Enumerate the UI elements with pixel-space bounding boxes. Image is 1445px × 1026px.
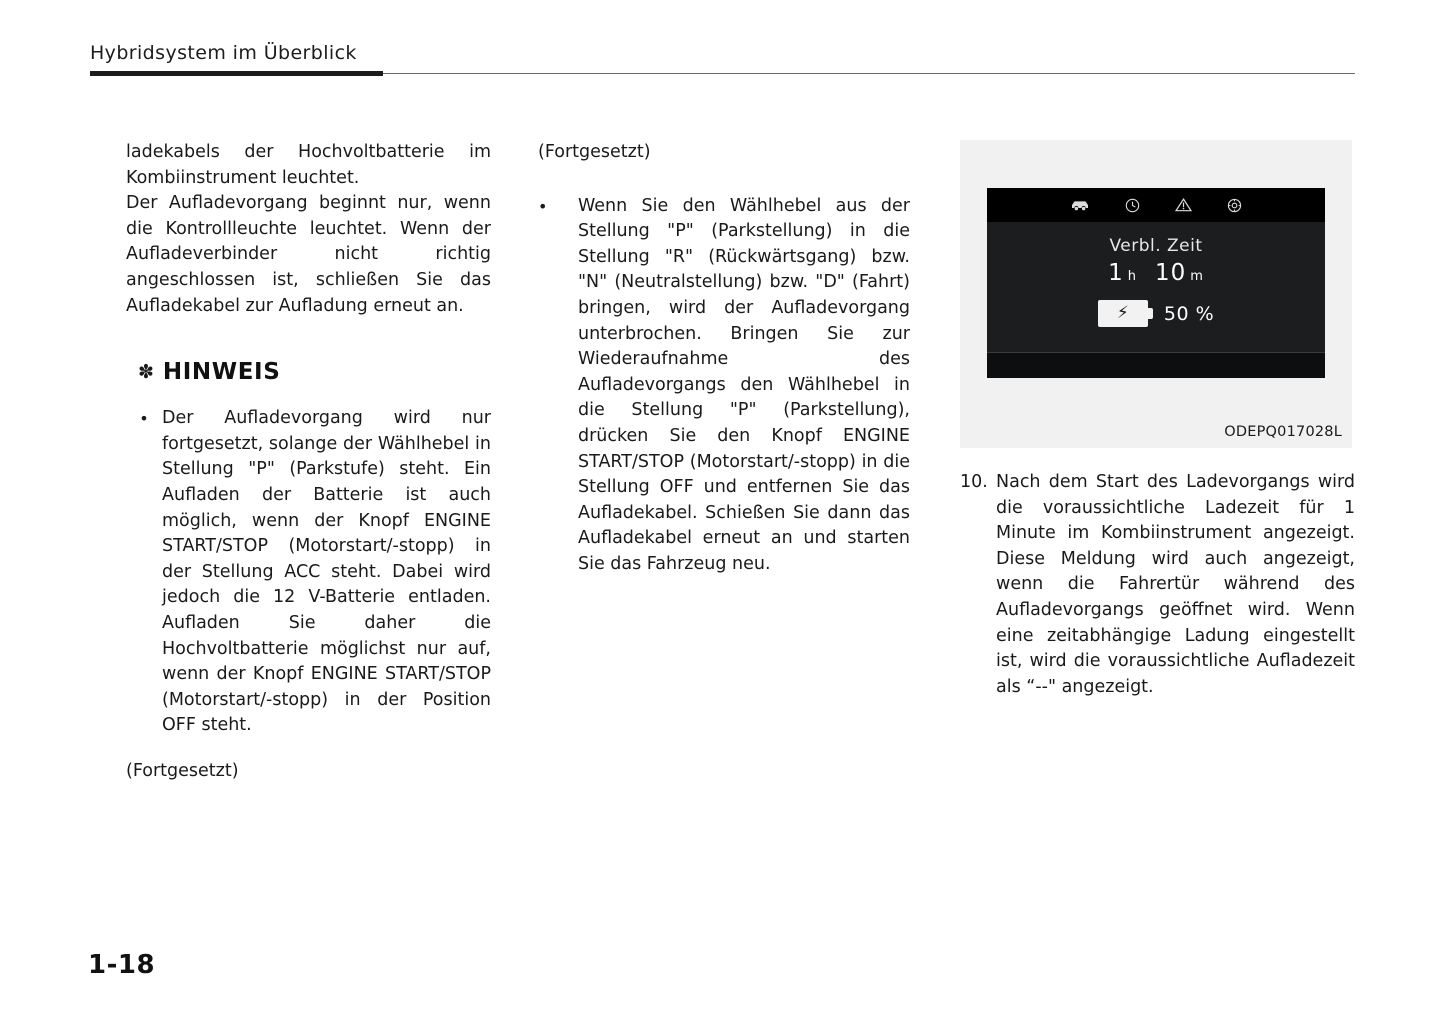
page-title: Hybridsystem im Überblick: [90, 42, 357, 64]
cluster-remaining-time-value: [1108, 260, 1204, 286]
middle-continued-label: (Fortgesetzt): [538, 142, 651, 162]
asterisk-icon: ✽: [138, 360, 154, 383]
left-column: [126, 140, 491, 784]
cluster-charge-row: [1098, 300, 1214, 327]
left-continued-label: (Fortgesetzt): [126, 760, 239, 781]
cluster-minutes-unit: m: [1190, 269, 1204, 284]
figure-code-label: ODEPQ017028L: [1224, 424, 1342, 440]
header-rule-thick: [90, 71, 383, 76]
numbered-step-10: [960, 470, 1355, 700]
left-paragraph-1: ladekabels der Hochvoltbatterie im Kombiinstrument leuchtet.: [126, 142, 491, 188]
cluster-hours: 1: [1108, 260, 1124, 286]
car-icon: [1070, 199, 1090, 212]
instrument-cluster-figure: [960, 140, 1352, 448]
warning-icon: [1175, 198, 1192, 212]
cluster-body: [987, 222, 1325, 350]
cluster-remaining-time-label: Verbl. Zeit: [1109, 236, 1203, 256]
notice-title: HINWEIS: [162, 359, 281, 386]
cluster-minutes: 10: [1154, 260, 1187, 286]
right-column: [960, 140, 1355, 700]
page-header: [90, 42, 1355, 76]
middle-column: [538, 140, 910, 578]
page-number: 1-18: [88, 950, 156, 980]
battery-charging-icon: [1098, 300, 1148, 327]
lightning-bolt-icon: ⚡: [1116, 303, 1129, 323]
cluster-charge-percent: 50 %: [1163, 302, 1215, 325]
bullet-marker-icon: •: [139, 409, 149, 429]
clock-icon: [1125, 198, 1140, 213]
notice-bullet-item: [126, 406, 491, 739]
middle-bullet-text: Wenn Sie den Wählhebel aus der Stellung "P" (Parkstellung) in die Stellung "R" (Rückwärtsgang) bzw. "N" (Neutralstellung) bzw. "D" (Fahrt) bringen, wird der Aufladevorgang unterbrochen. Bringen Sie zur Wiederaufnahme des Aufladevorgangs den Wählhebel in die Stellung "P" (Parkstellung), drücken Sie den Knopf ENGINE START/STOP (Motorstart/-stopp) in die Stellung OFF und entfernen Sie das Aufladekabel. Schießen Sie dann das Aufladekabel erneut an und starten Sie das Fahrzeug neu.: [578, 195, 910, 574]
notice-bullet-text: Der Aufladevorgang wird nur fortgesetzt, solange der Wählhebel in Stellung "P" (Parkstufe) steht. Ein Aufladen der Batterie ist auch möglich, wenn der Knopf ENGINE START/STOP (Motorstart/-stopp) in der Stellung ACC steht. Dabei wird jedoch die 12 V-Batterie entladen. Aufladen Sie daher die Hochvoltbatterie möglichst nur auf, wenn der Knopf ENGINE START/STOP (Motorstart/-stopp) in der Position OFF steht.: [162, 408, 491, 736]
notice-heading: [126, 359, 491, 385]
numbered-step-marker: 10.: [960, 472, 988, 492]
middle-bullet-item: [538, 194, 910, 578]
cluster-hours-unit: h: [1127, 269, 1137, 284]
settings-icon: [1227, 198, 1242, 213]
header-rule-thin: [383, 73, 1355, 74]
cluster-footer-bar: [987, 352, 1325, 378]
bullet-marker-icon: •: [538, 196, 548, 216]
cluster-display: [987, 188, 1325, 378]
left-paragraph-2: Der Aufladevorgang beginnt nur, wenn die Kontrollleuchte leuchtet. Wenn der Aufladeverbinder nicht richtig angeschlossen ist, schließen Sie das Aufladekabel zur Aufladung erneut an.: [126, 193, 491, 316]
cluster-icon-bar: [987, 188, 1325, 222]
numbered-step-text: Nach dem Start des Ladevorgangs wird die voraussichtliche Ladezeit für 1 Minute im Kombiinstrument angezeigt. Diese Meldung wird auch angezeigt, wenn die Fahrertür während des Aufladevorgangs geöffnet wird. Wenn eine zeitabhängige Ladung eingestellt ist, wird die voraussichtliche Aufladezeit als “--" angezeigt.: [996, 472, 1355, 697]
